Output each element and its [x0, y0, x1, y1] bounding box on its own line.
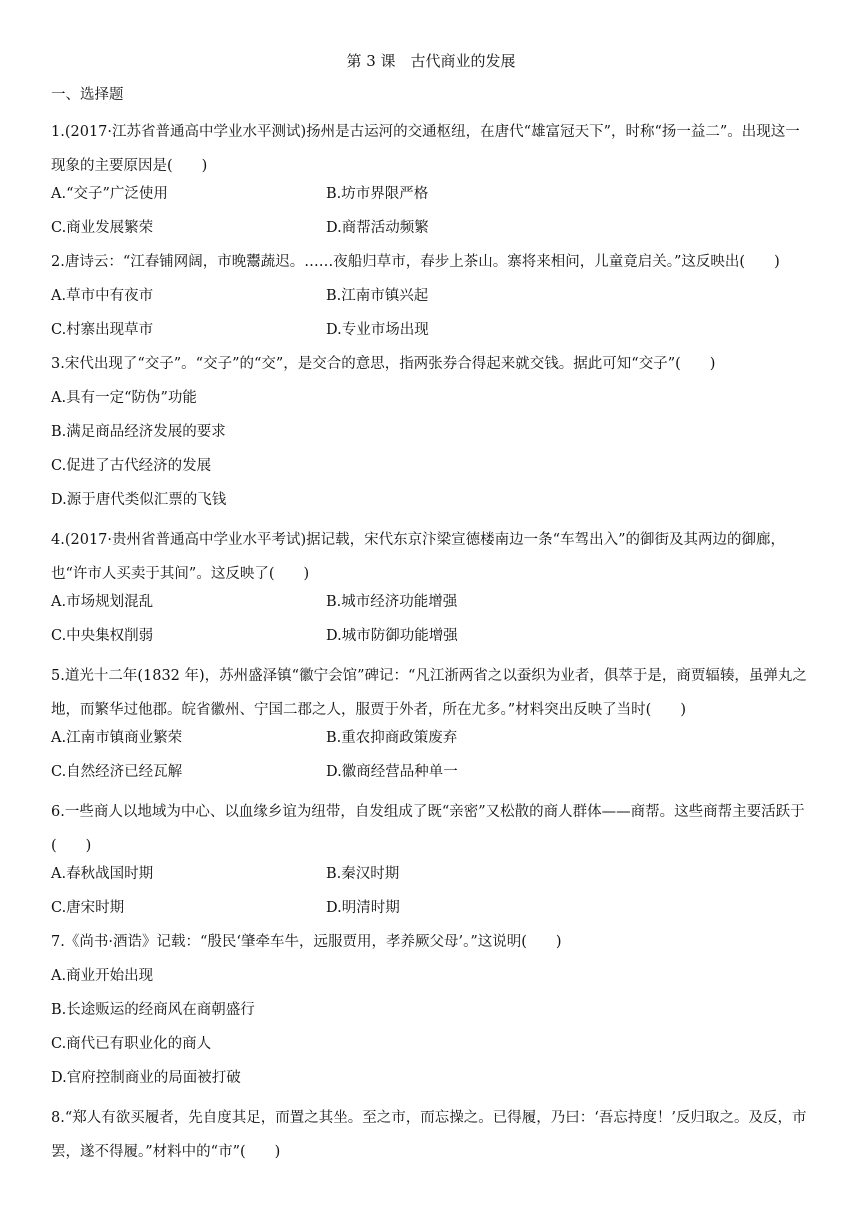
option-a: A.“交子”广泛使用: [51, 186, 168, 202]
option-b: B.城市经济功能增强: [326, 594, 458, 610]
option-c: C.唐宋时期: [51, 900, 125, 916]
question-7: [51, 931, 811, 1089]
option-d: D.徽商经营品种单一: [326, 764, 458, 780]
question-6: [51, 795, 811, 919]
option-d: D.专业市场出现: [326, 322, 429, 338]
option-a: A.具有一定“防伪”功能: [51, 390, 197, 406]
option-c: C.村寨出现草市: [51, 322, 154, 338]
option-d: D.官府控制商业的局面被打破: [51, 1070, 241, 1086]
option-b: B.秦汉时期: [326, 866, 400, 882]
option-row: [51, 217, 811, 239]
option-b: B.江南市镇兴起: [326, 288, 429, 304]
question-2: [51, 251, 811, 341]
question-1: [51, 115, 811, 239]
document-page: [51, 50, 811, 1169]
option-a: A.商业开始出现: [51, 968, 154, 984]
question-stem: 1.(2017·江苏省普通高中学业水平测试)扬州是古运河的交通枢纽，在唐代“雄富冠天下”，时称“扬一益二”。出现这一现象的主要原因是( ): [51, 124, 800, 174]
question-5: [51, 659, 811, 783]
option-d: D.明清时期: [326, 900, 400, 916]
option-c: C.商业发展繁荣: [51, 220, 154, 236]
question-stem: 5.道光十二年(1832 年)，苏州盛泽镇“徽宁会馆”碑记：“凡江浙两省之以蚕织为业者，俱萃于是，商贾辐辏，虽弹丸之地，而繁华过他郡。皖省徽州、宁国二郡之人，服贾于外者，所在尤多。”材料突出反映了当时( ): [51, 668, 807, 718]
option-b: B.满足商品经济发展的要求: [51, 424, 226, 440]
option-b: B.长途贩运的经商风在商朝盛行: [51, 1002, 255, 1018]
option-c: C.商代已有职业化的商人: [51, 1036, 212, 1052]
question-stem: 6.一些商人以地域为中心、以血缘乡谊为纽带，自发组成了既“亲密”又松散的商人群体——商帮。这些商帮主要活跃于( ): [51, 804, 805, 854]
question-stem: 3.宋代出现了“交子”。“交子”的“交”，是交合的意思，指两张券合得起来就交钱。据此可知“交子”( ): [51, 356, 716, 372]
option-a: A.春秋战国时期: [51, 866, 154, 882]
option-row: [51, 183, 811, 205]
lesson-title: 第 3 课 古代商业的发展: [346, 52, 516, 70]
option-c: C.中央集权削弱: [51, 628, 154, 644]
option-a: A.草市中有夜市: [51, 288, 154, 304]
question-stem: 8.“郑人有欲买履者，先自度其足，而置之其坐。至之市，而忘操之。已得履，乃曰：‘吾忘持度！’反归取之。及反，市罢，遂不得履。”材料中的“市”( ): [51, 1110, 807, 1160]
option-a: A.市场规划混乱: [51, 594, 154, 610]
option-c: C.促进了古代经济的发展: [51, 458, 212, 474]
question-stem: 4.(2017·贵州省普通高中学业水平考试)据记载，宋代东京汴梁宣德楼南边一条“车驾出入”的御街及其两边的御廊，也“许市人买卖于其间”。这反映了( ): [51, 532, 785, 582]
option-d: D.源于唐代类似汇票的飞钱: [51, 492, 227, 508]
option-row: [51, 319, 811, 341]
option-c: C.自然经济已经瓦解: [51, 764, 183, 780]
option-b: B.重农抑商政策废弃: [326, 730, 458, 746]
section-heading: 一、选择题: [51, 87, 124, 103]
option-d: D.城市防御功能增强: [326, 628, 458, 644]
question-3: [51, 353, 811, 511]
option-d: D.商帮活动频繁: [326, 220, 429, 236]
option-row: [51, 761, 811, 783]
option-row: [51, 591, 811, 613]
question-4: [51, 523, 811, 647]
question-8: [51, 1101, 811, 1169]
option-row: [51, 285, 811, 307]
option-b: B.坊市界限严格: [326, 186, 429, 202]
question-stem: 7.《尚书·酒诰》记载：“殷民‘肇牵车牛，远服贾用，孝养厥父母’。”这说明( ): [51, 934, 562, 950]
option-row: [51, 625, 811, 647]
option-row: [51, 863, 811, 885]
option-a: A.江南市镇商业繁荣: [51, 730, 183, 746]
question-stem: 2.唐诗云：“江春铺网阔，市晚鬻蔬迟。……夜船归草市，春步上茶山。寨将来相问，儿童竟启关。”这反映出( ): [51, 254, 780, 270]
option-row: [51, 897, 811, 919]
option-row: [51, 727, 811, 749]
